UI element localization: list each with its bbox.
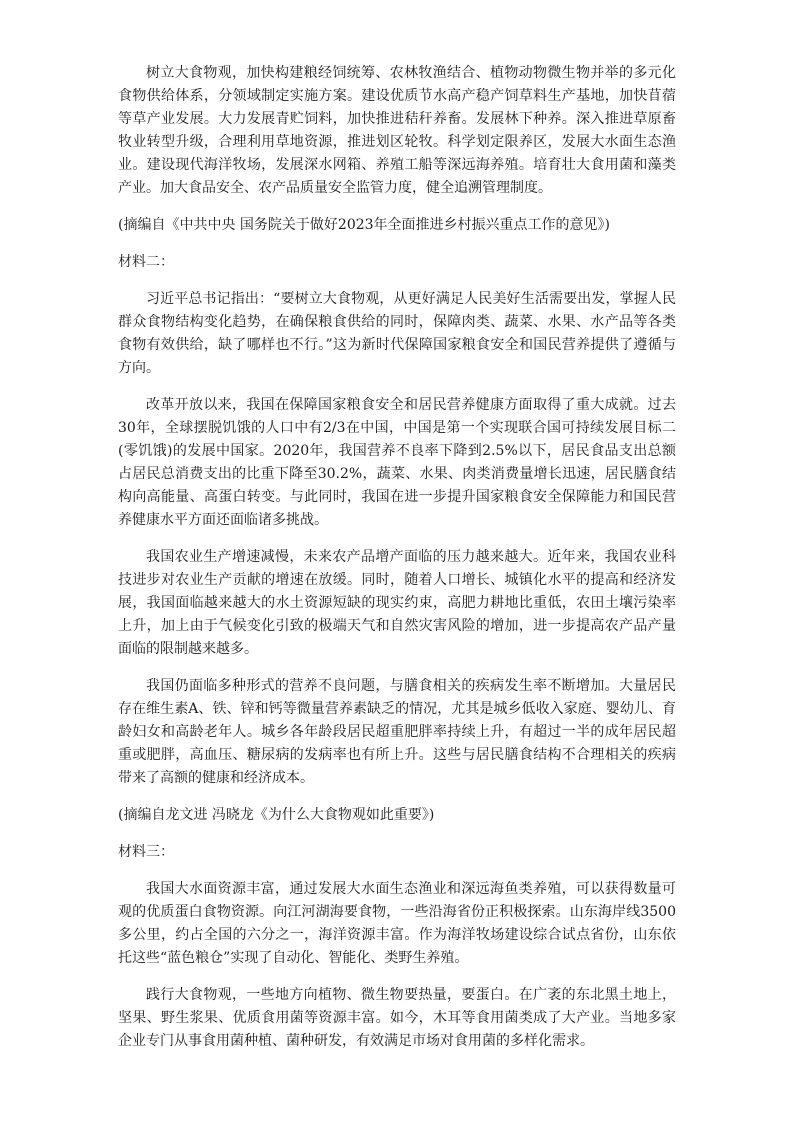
material2-paragraph-3: 我国农业生产增速减慢，未来农产品增产面临的压力越来越大。近年来，我国农业科技进步对农业生产贡献的增速在放缓。同时，随着人口增长、城镇化水平的提高和经济发展，我国面临越来越大的水土资源短缺的现实约束，高肥力耕地比重低，农田土壤污染率上升，加上由于气候变化引致的极端天气和自然灾害风险的增加，进一步提高农产品产量面临的限制越来越多。 bbox=[118, 549, 676, 657]
material1-source: (摘编自《中共中央 国务院关于做好2023年全面推进乡村振兴重点工作的意见》) bbox=[118, 217, 611, 233]
material3-paragraph-1: 我国大水面资源丰富，通过发展大水面生态渔业和深远海鱼类养殖，可以获得数量可观的优质蛋白食物资源。向江河湖海要食物，一些沿海省份正积极探索。山东海岸线3500多公里，约占全国的六分之一，海洋资源丰富。作为海洋牧场建设综合试点省份，山东依托这些“蓝色粮仓”实现了自动化、智能化、类野生养殖。 bbox=[118, 881, 676, 966]
material2-label: 材料二： bbox=[118, 254, 174, 270]
material3-paragraph-2: 践行大食物观，一些地方向植物、微生物要热量，要蛋白。在广袤的东北黑土地上，坚果、野生浆果、优质食用菌等资源丰富。如今，木耳等食用菌类成了大产业。当地多家企业专门从事食用菌种植、菌种研发，有效满足市场对食用菌的多样化需求。 bbox=[118, 987, 676, 1049]
material3-label: 材料三： bbox=[118, 844, 174, 860]
material2-paragraph-4: 我国仍面临多种形式的营养不良问题，与膳食相关的疾病发生率不断增加。大量居民存在维生素A、铁、锌和钙等微量营养素缺乏的情况，尤其是城乡低收入家庭、婴幼儿、育龄妇女和高龄老年人。城乡各年龄段居民超重肥胖率持续上升，有超过一半的成年居民超重或肥胖，高血压、糖尿病的发病率也有所上升。这些与居民膳食结构不合理相关的疾病带来了高额的健康和经济成本。 bbox=[118, 678, 676, 786]
material2-paragraph-1: 习近平总书记指出：“要树立大食物观，从更好满足人民美好生活需要出发，掌握人民群众食物结构变化趋势，在确保粮食供给的同时，保障肉类、蔬菜、水果、水产品等各类食物有效供给，缺了哪样也不行。”这为新时代保障国家粮食安全和国民营养提供了遵循与方向。 bbox=[118, 291, 676, 376]
material2-source: (摘编自龙文进 冯晓龙《为什么大食物观如此重要》) bbox=[118, 807, 435, 823]
material1-paragraph: 树立大食物观，加快构建粮经饲统筹、农林牧渔结合、植物动物微生物并举的多元化食物供给体系，分领域制定实施方案。建设优质节水高产稳产饲草料生产基地，加快苜蓿等草产业发展。大力发展青贮饲料，加快推进秸秆养畜。发展林下种养。深入推进草原畜牧业转型升级，合理利用草地资源，推进划区轮牧。科学划定限养区，发展大水面生态渔业。建设现代海洋牧场，发展深水网箱、养殖工船等深远海养殖。培育壮大食用菌和藻类产业。加大食品安全、农产品质量安全监管力度，健全追溯管理制度。 bbox=[118, 65, 676, 196]
material2-paragraph-2: 改革开放以来，我国在保障国家粮食安全和居民营养健康方面取得了重大成就。过去30年，全球摆脱饥饿的人口中有2/3在中国，中国是第一个实现联合国可持续发展目标二(零饥饿)的发展中国家。2020年，我国营养不良率下降到2.5%以下，居民食品支出总额占居民总消费支出的比重下降至30.2%，蔬菜、水果、肉类消费量增长迅速，居民膳食结构向高能量、高蛋白转变。与此同时，我国在进一步提升国家粮食安全保障能力和国民营养健康水平方面还面临诸多挑战。 bbox=[118, 397, 676, 528]
